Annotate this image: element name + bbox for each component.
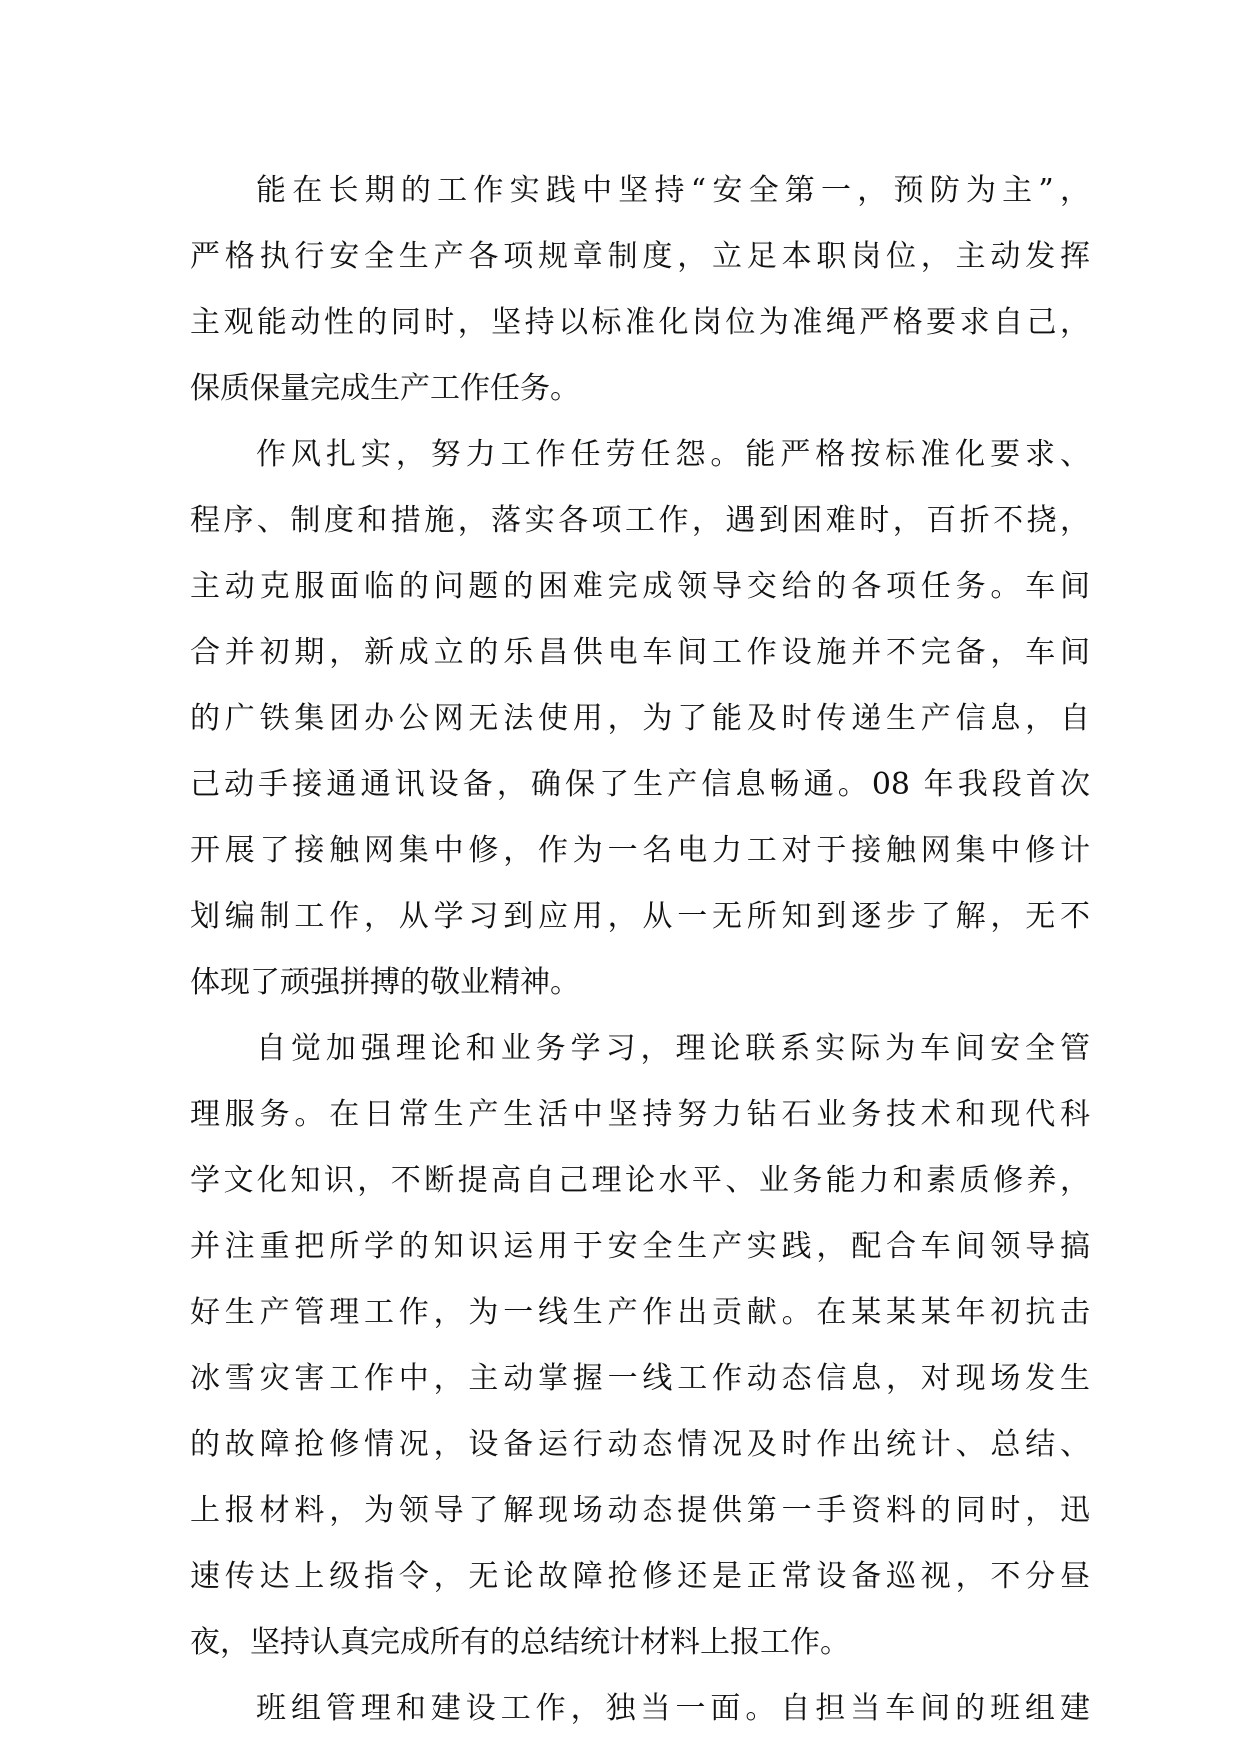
paragraph-3 <box>190 1016 1090 1676</box>
text-line: 上报材料，为领导了解现场动态提供第一手资料的同时，迅 <box>190 1493 1090 1528</box>
text-line: 划编制工作，从学习到应用，从一无所知到逐步了解，无不 <box>190 899 1090 934</box>
text-line: 主观能动性的同时，坚持以标准化岗位为准绳严格要求自己， <box>190 305 1090 340</box>
text-line: 班组管理和建设工作，独当一面。自担当车间的班组建 <box>256 1691 1090 1726</box>
text-line: 体现了顽强拼搏的敬业精神。 <box>190 965 580 1000</box>
text-line: 学文化知识，不断提高自己理论水平、业务能力和素质修养， <box>190 1163 1090 1198</box>
paragraph-2 <box>190 422 1090 1016</box>
text-line: 的故障抢修情况，设备运行动态情况及时作出统计、总结、 <box>190 1427 1090 1462</box>
text-line: 主动克服面临的问题的困难完成领导交给的各项任务。车间 <box>190 569 1090 604</box>
text-line: 的广铁集团办公网无法使用，为了能及时传递生产信息，自 <box>190 701 1090 736</box>
text-line: 合并初期，新成立的乐昌供电车间工作设施并不完备，车间 <box>190 635 1090 670</box>
paragraph-4 <box>190 1676 1090 1742</box>
paragraph-1 <box>190 158 1090 422</box>
text-line: 严格执行安全生产各项规章制度，立足本职岗位，主动发挥 <box>190 239 1090 274</box>
text-line: 好生产管理工作，为一线生产作出贡献。在某某某年初抗击 <box>190 1295 1090 1330</box>
text-line: 己动手接通通讯设备，确保了生产信息畅通。08 年我段首次 <box>190 767 1090 802</box>
text-line: 开展了接触网集中修，作为一名电力工对于接触网集中修计 <box>190 833 1090 868</box>
text-line: 保质保量完成生产工作任务。 <box>190 371 580 406</box>
text-line: 夜，坚持认真完成所有的总结统计材料上报工作。 <box>190 1625 850 1660</box>
text-line: 并注重把所学的知识运用于安全生产实践，配合车间领导搞 <box>190 1229 1090 1264</box>
document-body <box>190 158 1090 1742</box>
text-line: 程序、制度和措施，落实各项工作，遇到困难时，百折不挠， <box>190 503 1090 538</box>
text-line: 冰雪灾害工作中，主动掌握一线工作动态信息，对现场发生 <box>190 1361 1090 1396</box>
text-line: 理服务。在日常生产生活中坚持努力钻石业务技术和现代科 <box>190 1097 1090 1132</box>
text-line: 能在长期的工作实践中坚持“安全第一，预防为主”， <box>256 173 1090 208</box>
text-line: 速传达上级指令，无论故障抢修还是正常设备巡视，不分昼 <box>190 1559 1090 1594</box>
text-line: 作风扎实，努力工作任劳任怨。能严格按标准化要求、 <box>256 437 1090 472</box>
text-line: 自觉加强理论和业务学习，理论联系实际为车间安全管 <box>256 1031 1090 1066</box>
